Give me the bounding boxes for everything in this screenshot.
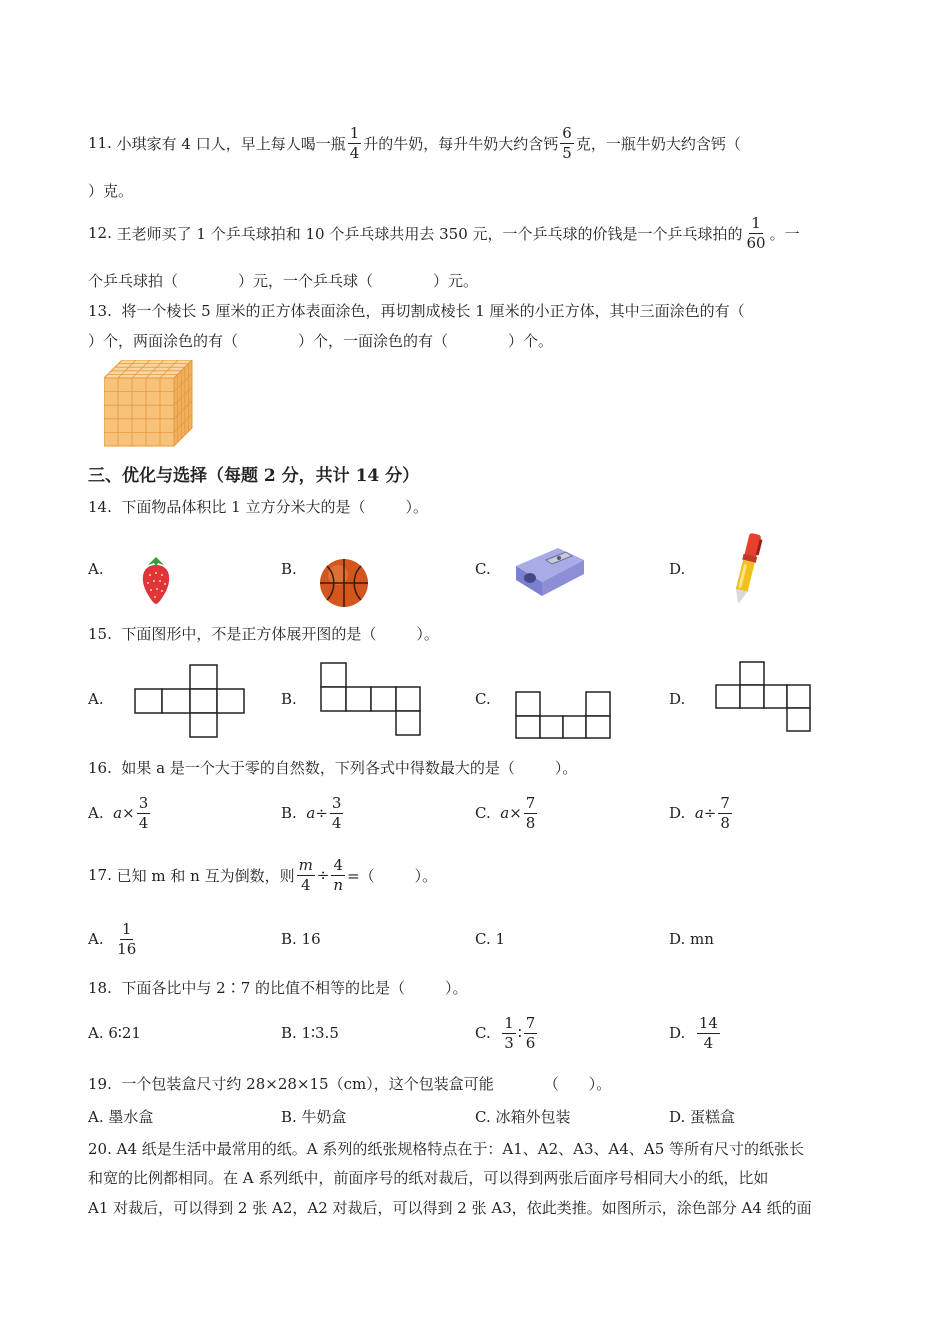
q18-option-b[interactable]: B. 1∶3.5 bbox=[281, 1024, 339, 1042]
q17-option-b[interactable]: B. 16 bbox=[281, 930, 321, 948]
q17-equals: =（ bbox=[347, 866, 375, 885]
q12-text-2: 。一 bbox=[769, 224, 800, 243]
q14-option-c-label[interactable]: C. bbox=[475, 560, 491, 578]
q19-option-c[interactable]: C. 冰箱外包装 bbox=[475, 1108, 571, 1126]
q15-number: 15. bbox=[88, 625, 112, 643]
q13-number: 13. bbox=[88, 302, 112, 320]
q14-option-b-label[interactable]: B. bbox=[281, 560, 297, 578]
q17-tail: ）。 bbox=[414, 866, 438, 885]
q19-option-a[interactable]: A. 墨水盒 bbox=[88, 1108, 154, 1126]
q16-text: 如果 a 是一个大于零的自然数，下列各式中得数最大的是（ bbox=[121, 759, 515, 777]
cube-image bbox=[104, 360, 196, 450]
q17-stem: 17. 已知 m 和 n 互为倒数，则 $\frac{m}{4}$ ÷ $\frac{4}{n}$ =（ ）。 bbox=[88, 855, 438, 894]
q16-option-c[interactable]: C. a × $\frac{7}{8}$ bbox=[475, 793, 536, 832]
q18-option-a[interactable]: A. 6∶21 bbox=[88, 1024, 141, 1042]
q13-text-4: ）个。 bbox=[508, 332, 554, 350]
q15-option-b-label[interactable]: B. bbox=[281, 690, 297, 708]
q19-text: 一个包装盒尺寸约 28×28×15（cm），这个包装盒可能 bbox=[121, 1075, 494, 1093]
q20-line1 bbox=[88, 1138, 804, 1159]
q17-fraction-1: $\frac{m}{4}$ bbox=[298, 855, 313, 894]
cube-net-c bbox=[515, 691, 613, 741]
q14-number: 14. bbox=[88, 498, 112, 516]
q20-number: 20. bbox=[88, 1140, 112, 1158]
cube-net-d bbox=[715, 661, 813, 735]
q16-tail: ）。 bbox=[554, 759, 578, 777]
q14-option-d-label[interactable]: D. bbox=[669, 560, 686, 578]
q11-fraction-2: $\frac{6}{5}$ bbox=[562, 123, 572, 162]
q17-option-c[interactable]: C. 1 bbox=[475, 930, 506, 948]
q13-text-1: 将一个棱长 5 厘米的正方体表面涂色，再切割成棱长 1 厘米的小正方体，其中三面涂色的有（ bbox=[121, 302, 745, 320]
q14-tail: ）。 bbox=[405, 498, 429, 516]
q12-text-5: ）元。 bbox=[433, 272, 479, 290]
q11-number: 11. bbox=[88, 134, 112, 152]
q19-option-d[interactable]: D. 蛋糕盒 bbox=[669, 1108, 736, 1126]
q13-line2 bbox=[88, 330, 553, 351]
section-3-heading: 三、优化与选择（每题 2 分，共计 14 分） bbox=[88, 466, 420, 486]
cube-net-b bbox=[320, 662, 422, 738]
q11-text-3: 克，一瓶牛奶大约含钙（ bbox=[575, 134, 741, 153]
q12-text-3: 个乒乓球拍（ bbox=[88, 272, 179, 290]
q11-line2: ）克。 bbox=[88, 182, 134, 200]
q18-option-d[interactable]: D. $\frac{14}{4}$ bbox=[669, 1013, 718, 1052]
q13-line1 bbox=[88, 300, 745, 321]
q11-text-2: 升的牛奶，每升牛奶大约含钙 bbox=[363, 134, 559, 153]
q12-fraction: $\frac{1}{60}$ bbox=[746, 213, 766, 252]
q14-option-a-label[interactable]: A. bbox=[88, 560, 104, 578]
q12-text-1: 王老师买了 1 个乒乓球拍和 10 个乒乓球共用去 350 元，一个乒乓球的价钱是一个乒乓球拍的 bbox=[116, 224, 743, 243]
q17-fraction-2: $\frac{4}{n}$ bbox=[333, 855, 344, 894]
q16-option-a[interactable]: A. a × $\frac{3}{4}$ bbox=[88, 793, 149, 832]
q12-number: 12. bbox=[88, 224, 112, 242]
q20-line3: A1 对裁后，可以得到 2 张 A2，A2 对裁后，可以得到 2 张 A3，依此类推。如图所示，涂色部分 A4 纸的面 bbox=[88, 1199, 812, 1217]
cube-net-a bbox=[134, 664, 246, 740]
strawberry-icon bbox=[138, 553, 174, 605]
q18-tail: ）。 bbox=[445, 979, 468, 997]
q15-text: 下面图形中，不是正方体展开图的是（ bbox=[121, 625, 377, 643]
q15-option-a-label[interactable]: A. bbox=[88, 690, 104, 708]
q17-text: 已知 m 和 n 互为倒数，则 bbox=[116, 866, 295, 885]
q11-line1 bbox=[88, 120, 741, 166]
q15-stem bbox=[88, 623, 439, 644]
q14-text: 下面物品体积比 1 立方分米大的是（ bbox=[121, 498, 366, 516]
q13-text-3: ）个，一面涂色的有（ bbox=[298, 332, 449, 350]
q15-tail: ）。 bbox=[416, 625, 439, 643]
q15-option-c-label[interactable]: C. bbox=[475, 690, 491, 708]
q17-option-d[interactable]: D. mn bbox=[669, 930, 714, 948]
q11-text-1: 小琪家有 4 口人，早上每人喝一瓶 bbox=[116, 134, 346, 153]
q12-text-4: ）元，一个乒乓球（ bbox=[238, 272, 374, 290]
q12-line2 bbox=[88, 270, 478, 291]
pen-icon bbox=[730, 531, 764, 607]
q19-number: 19. bbox=[88, 1075, 112, 1093]
q15-option-d-label[interactable]: D. bbox=[669, 690, 686, 708]
pencil-sharpener-icon bbox=[512, 542, 588, 598]
q19-option-b[interactable]: B. 牛奶盒 bbox=[281, 1108, 347, 1126]
q13-text-2: ）个，两面涂色的有（ bbox=[88, 332, 239, 350]
q18-number: 18. bbox=[88, 979, 112, 997]
q20-line2: 和宽的比例都相同。在 A 系列纸中，前面序号的纸对裁后，可以得到两张后面序号相同大小的纸，比如 bbox=[88, 1169, 769, 1187]
q17-number: 17. bbox=[88, 866, 112, 884]
q11-fraction-1: $\frac{1}{4}$ bbox=[349, 123, 360, 162]
q18-stem bbox=[88, 977, 468, 998]
q16-stem bbox=[88, 757, 577, 778]
q19-stem: 19. 一个包装盒尺寸约 28×28×15（cm），这个包装盒可能 （ ）。 bbox=[88, 1075, 612, 1093]
q12-line1 bbox=[88, 210, 800, 256]
q18-text: 下面各比中与 2∶7 的比值不相等的比是（ bbox=[121, 979, 406, 997]
q16-option-b[interactable]: B. a ÷ $\frac{3}{4}$ bbox=[281, 793, 342, 832]
q17-option-a[interactable]: A. $\frac{1}{16}$ bbox=[88, 919, 137, 958]
q14-stem bbox=[88, 496, 428, 517]
q20-text-1: A4 纸是生活中最常用的纸。A 系列的纸张规格特点在于：A1、A2、A3、A4、A5 等所有尺寸的纸张长 bbox=[116, 1140, 805, 1158]
q16-option-d[interactable]: D. a ÷ $\frac{7}{8}$ bbox=[669, 793, 730, 832]
q16-number: 16. bbox=[88, 759, 112, 777]
basketball-icon bbox=[318, 557, 370, 609]
q19-tail: ）。 bbox=[588, 1075, 612, 1093]
q18-option-c[interactable]: C. $\frac{1}{3}$ ∶ $\frac{7}{6}$ bbox=[475, 1013, 536, 1052]
